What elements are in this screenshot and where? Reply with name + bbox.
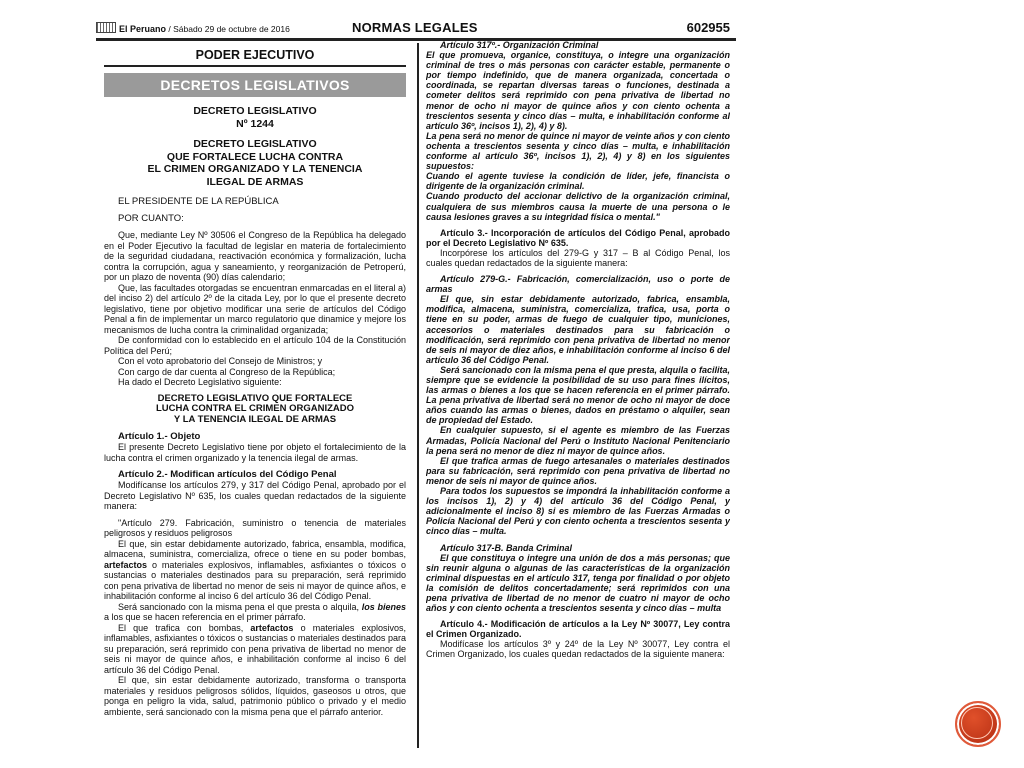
article-paragraph: El que constituya o integre una unión de dos a más personas; que sin reunir alguna o algunas de las características de la organización criminal dispuestas en el artículo 317, tenga por finalidad o por objeto la comisión de delitos concertadamente; será reprimidos con una pena privativa de libertad de no menor de cuatro ni mayor de ocho años y con ciento ochenta a trescientos sesenta y cinco días – multa (426, 552, 730, 614)
section-header: NORMAS LEGALES (352, 20, 478, 35)
paragraph: Que, las facultades otorgadas se encuentran enmarcadas en el literal a) del inciso 2) del artículo 2º de la citada Ley, por lo que el presente decreto legislativo, tiene por objetivo modificar una serie de artículos del Código Penal a fin de implementar un marco regulatorio que dinamice y mejore los mecanismos de lucha contra la criminalidad organizada; (104, 282, 406, 335)
article-body: El presente Decreto Legislativo tiene por objeto el fortalecimiento de la lucha contra el crimen organizado y la tenencia ilegal de armas. (104, 442, 406, 463)
quoted-paragraph (104, 539, 406, 602)
paragraph: Con el voto aprobatorio del Consejo de Ministros; y (118, 356, 323, 366)
column-divider (417, 43, 419, 748)
paragraph: Que, mediante Ley Nº 30506 el Congreso de la República ha delegado en el Poder Ejecutivo la facultad de legislar en materia de fortalecimiento de la seguridad ciudadana, reactivación económica y formalización, lucha contra la corrupción, agua y saneamiento, y reorganización de Petroperú, por un plazo de noventa (90) días calendario; (104, 230, 406, 282)
article-body: Modifícanse los artículos 279, y 317 del Código Penal, aprobado por el Decreto Legislativo Nº 635, los cuales quedan redactados de la siguiente manera: (104, 480, 406, 511)
text-run: o materiales explosivos, inflamables, asfixiantes o tóxicos o sustancias o materiales destinados para su preparación, será reprimido con pena privativa de libertad no menor de seis ni mayor de quince años, e inhabilitación conforme al inciso 6 del artículo 36 del Código Penal. (104, 559, 406, 601)
text-run: Será sancionado con la misma pena el que presta o alquila, (118, 601, 362, 612)
article-paragraph: El que, sin estar debidamente autorizado, fabrica, ensambla, modifica, almacena, suministra, comercializa, trafica, usa, porta o tiene en su poder, armas de fuego de cualquier tipo, municiones, accesorios o materiales destinados para su fabricación o modificación, será reprimido con pena privativa de libertad no menor de seis ni mayor de diez años, e inhabilitación conforme al inciso 6 del artículo 36 del Código Penal. (426, 294, 730, 365)
article-paragraph: El que promueva, organice, constituya, o integre una organización criminal de tres o más personas con carácter estable, permanente o por tiempo indefinido, que de manera organizada, concertada o coordinada, se repartan diversas tareas o funciones, destinada a cometer delitos será reprimido con pena privativa de libertad no menor de ocho ni mayor de quince años y con ciento ochenta a trescientos sesenta y cinco días – multa, e inhabilitación conforme al artículo 36º, incisos 1), 2), 4) y 8). (426, 50, 730, 131)
article-heading: Artículo 3.- Incorporación de artículos del Código Penal, aprobado por el Decreto Legislativo Nº 635. (426, 227, 730, 248)
right-column (426, 40, 730, 748)
article-body: Modifícase los artículos 3º y 24º de la Ley Nº 30077, Ley contra el Crimen Organizado, los cuales quedan redactados de la siguiente manera: (426, 639, 730, 660)
paragraph: De conformidad con lo establecido en el artículo 104 de la Constitución Política del Perú; (104, 335, 406, 356)
article-paragraph: En cualquier supuesto, si el agente es miembro de las Fuerzas Armadas, Policía Nacional del Perú o Instituto Nacional Penitenciario la pena será no menor de diez ni mayor de quince años. (426, 425, 730, 456)
newspaper-masthead (96, 22, 290, 34)
decree-title-line: DECRETO LEGISLATIVO (193, 138, 317, 150)
decree-type: DECRETO LEGISLATIVO (193, 105, 317, 117)
article-heading: Artículo 1.- Objeto (118, 431, 201, 442)
bold-term: artefactos (250, 622, 294, 633)
article-paragraph: Para todos los supuestos se impondrá la inhabilitación conforme a los incisos 1), 2) y 4) del artículo 36 del Código Penal, y adicionalmente el inciso 8) si es miembro de las Fuerzas Armadas o Policía Nacional del Perú y con ciento ochenta a trescientos sesenta y cinco días – multa. (426, 486, 730, 537)
decree-number: Nº 1244 (236, 117, 274, 130)
article-paragraph: La pena será no menor de quince ni mayor de veinte años y con ciento ochenta a trescientos sesenta y cinco días – multa, e inhabilitación conforme al artículo 36º, incisos 1), 2), 4) y 8) en los siguientes supuestos: (426, 130, 730, 172)
text-run: o materiales explosivos, inflamables, asfixiantes o tóxicos o sustancias o materiales destinados para su preparación, será reprimido con pena privativa de libertad no menor de seis ni mayor de quince años, e inhabilitación conforme al inciso 6 del artículo 36 del Código Penal. (104, 622, 406, 675)
decree-title-line: EL CRIMEN ORGANIZADO Y LA TENENCIA (147, 163, 363, 175)
text-run: El que, sin estar debidamente autorizado, fabrica, ensambla, modifica, almacena, suministra, comercializa, ofrece o tiene en su poder bombas, (104, 538, 406, 559)
decree-subtitle-line: LUCHA CONTRA EL CRIMEN ORGANIZADO (155, 403, 355, 414)
article-paragraph: Será sancionado con la misma pena el que presta, alquila o facilita, siempre que se evidencie la posibilidad de su uso para fines ilícitos, las armas o bienes a los que se hacen referencia en el primer párrafo. La pena privativa de libertad será no menor de ocho ni mayor de doce años cuando las armas o bienes, dados en préstamo o alquiler, sean de propiedad del Estado. (426, 364, 730, 426)
decree-title-line: ILEGAL DE ARMAS (206, 175, 304, 188)
por-cuanto: POR CUANTO: (118, 213, 184, 224)
decree-title-line: QUE FORTALECE LUCHA CONTRA (166, 150, 344, 163)
quoted-article-title: "Artículo 279. Fabricación, suministro o tenencia de materiales peligrosos y residuos peligrosos (104, 517, 406, 538)
decree-subtitle (104, 394, 406, 426)
article-body: Incorpórese los artículos del 279-G y 317 – B al Código Penal, los cuales quedan redactados de la siguiente manera: (426, 247, 730, 268)
article-heading: Artículo 317º.- Organización Criminal (440, 40, 599, 50)
article-heading: Artículo 317-B. Banda Criminal (440, 542, 573, 553)
article-paragraph: Cuando producto del accionar delictivo de la organización criminal, cualquiera de sus miembros causa la muerte de una persona o le causa lesiones graves a su integridad física o mental." (426, 191, 730, 222)
quoted-paragraph (104, 623, 406, 676)
decree-subtitle-line: Y LA TENENCIA ILEGAL DE ARMAS (173, 413, 337, 425)
article-heading: Artículo 4.- Modificación de artículos a la Ley Nº 30077, Ley contra el Crimen Organizado. (426, 619, 730, 640)
paragraph: Ha dado el Decreto Legislativo siguiente: (118, 377, 282, 387)
text-run: a los que se hacen referencia en el primer párrafo. (104, 612, 306, 622)
article-heading: Artículo 2.- Modifican artículos del Código Penal (118, 469, 337, 480)
text-run: El que trafica con bombas, (118, 622, 251, 633)
article-heading: Artículo 279-G.- Fabricación, comercialización, uso o porte de armas (426, 274, 730, 295)
left-column (104, 46, 406, 746)
slide-nav-badge[interactable] (955, 701, 1001, 747)
issue-date: / Sábado 29 de octubre de 2016 (166, 24, 290, 34)
page-header (96, 20, 736, 41)
page-number: 602955 (686, 20, 730, 35)
document-page (96, 20, 736, 748)
newspaper-logo-icon (96, 22, 116, 33)
section-title: PODER EJECUTIVO (104, 46, 406, 67)
paragraph: Con cargo de dar cuenta al Congreso de la República; (118, 366, 336, 377)
bold-term: artefactos (104, 559, 148, 570)
decree-subtitle-line: DECRETO LEGISLATIVO QUE FORTALECE (157, 392, 353, 404)
article-paragraph: El que trafica armas de fuego artesanales o materiales destinados para su fabricación, será reprimido con pena privativa de libertad no menor de seis ni mayor de quince años. (426, 455, 730, 486)
bold-term: los bienes (361, 601, 406, 612)
newspaper-name: El Peruano (119, 24, 167, 34)
badge-ring-icon (961, 707, 993, 739)
quoted-paragraph (104, 602, 406, 623)
president-line: EL PRESIDENTE DE LA REPÚBLICA (118, 196, 279, 207)
article-paragraph: Cuando el agente tuviese la condición de líder, jefe, financista o dirigente de la organización criminal. (426, 171, 730, 192)
category-banner: DECRETOS LEGISLATIVOS (104, 73, 406, 97)
quoted-paragraph: El que, sin estar debidamente autorizado, transforma o transporta materiales y residuos peligrosos sólidos, líquidos, gaseosos u otros, que ponga en peligro la vida, salud, patrimonio público o privado y el medio ambiente, será sancionado con la misma pena que el párrafo anterior. (104, 675, 406, 717)
